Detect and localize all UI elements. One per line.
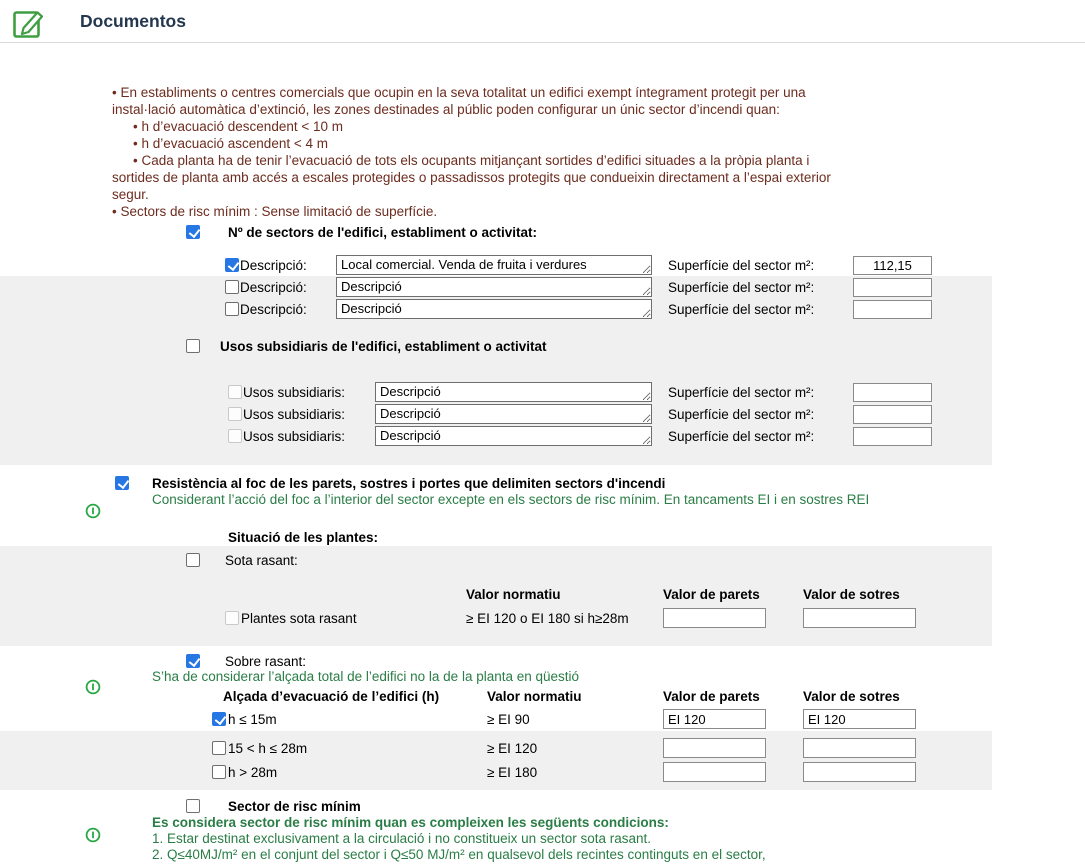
valor-parets-input[interactable] (663, 762, 766, 782)
sobre-table-headers (0, 689, 1085, 705)
intro-line: sortides de planta amb accés a escales protegides o passadissos protegits que condueixin directament a l’espai exterior (112, 170, 831, 185)
superficie-input[interactable] (853, 383, 932, 402)
risc-minim-condition: 1. Estar destinat exclusivament a la circulació i no constitueix un sector sota rasant. (152, 831, 651, 846)
intro-line: • En establiments o centres comercials que ocupin en la seva totalitat un edifici exempt íntegrament protegit per una (112, 85, 806, 100)
alcada-row-label: h ≤ 15m (228, 711, 277, 727)
usos-textarea[interactable] (375, 404, 652, 424)
sobre-rasant-section (0, 653, 1085, 731)
gray-band-sota-rasant (0, 546, 992, 646)
edit-pencil-icon (10, 5, 46, 41)
sectors-title: Nº de sectors de l'edifici, establiment o activitat: (228, 224, 537, 240)
usos-row-checkbox[interactable] (228, 385, 242, 399)
sobre-table-row (0, 707, 1085, 731)
valor-parets-input[interactable] (663, 608, 766, 628)
resistencia-title: Resistència al foc de les parets, sostres i portes que delimiten sectors d'incendi (152, 475, 666, 491)
valor-normatiu-value: ≥ EI 90 (487, 711, 530, 727)
alcada-row-label: 15 < h ≤ 28m (228, 740, 308, 756)
valor-normatiu-value: ≥ EI 120 o EI 180 si h≥28m (466, 610, 629, 626)
resistencia-checkbox[interactable] (115, 476, 129, 490)
description-textarea[interactable] (336, 277, 652, 297)
description-label: Descripció: (240, 279, 307, 295)
intro-line: • h d’evacuació ascendent < 4 m (133, 136, 328, 151)
gray-band-sectors (0, 276, 992, 465)
info-icon (85, 503, 101, 519)
superficie-label: Superfície del sector m²: (668, 406, 815, 422)
sector-description-row (0, 276, 992, 298)
superficie-label: Superfície del sector m²: (668, 257, 815, 273)
valor-parets-header: Valor de parets (663, 689, 760, 704)
risc-minim-header (0, 797, 1085, 815)
superficie-input[interactable] (853, 278, 932, 297)
description-row-checkbox[interactable] (225, 302, 239, 316)
valor-parets-input[interactable] (663, 709, 766, 729)
superficie-label: Superfície del sector m²: (668, 384, 815, 400)
intro-text (112, 84, 952, 220)
intro-line: • Sectors de risc mínim : Sense limitació de superfície. (112, 204, 438, 219)
gray-band-sobre-rasant (0, 731, 992, 790)
intro-line: segur. (112, 187, 149, 202)
alcada-header: Alçada d’evacuació de l’edifici (h) (223, 689, 440, 704)
usos-textarea[interactable] (375, 382, 652, 402)
info-icon (85, 679, 101, 695)
sobre-rasant-checkbox[interactable] (186, 654, 200, 668)
usos-row (0, 425, 992, 447)
usos-row-checkbox[interactable] (228, 407, 242, 421)
usos-row-checkbox[interactable] (228, 429, 242, 443)
description-row-checkbox[interactable] (225, 280, 239, 294)
usos-section-header (0, 337, 992, 355)
valor-sotres-input[interactable] (803, 762, 916, 782)
valor-sotres-input[interactable] (803, 709, 916, 729)
superficie-input[interactable] (853, 427, 932, 446)
valor-parets-header: Valor de parets (663, 587, 760, 602)
superficie-input[interactable] (853, 405, 932, 424)
sobre-rasant-header (0, 653, 1085, 669)
sobre-table-row (0, 760, 992, 784)
alcada-row-checkbox[interactable] (212, 741, 226, 755)
superficie-input[interactable] (853, 300, 932, 319)
sota-table-row (0, 606, 992, 630)
valor-normatiu-header: Valor normatiu (466, 587, 561, 602)
superficie-label: Superfície del sector m²: (668, 428, 815, 444)
page-title: Documentos (80, 11, 186, 31)
sector-description-row (0, 254, 1085, 276)
alcada-row-label: h > 28m (228, 764, 278, 780)
usos-textarea[interactable] (375, 426, 652, 446)
usos-label: Usos subsidiaris: (243, 384, 346, 400)
usos-label: Usos subsidiaris: (243, 428, 346, 444)
resistencia-section (0, 474, 1085, 546)
valor-normatiu-header: Valor normatiu (487, 689, 582, 704)
superficie-label: Superfície del sector m²: (668, 279, 815, 295)
description-label: Descripció: (240, 301, 307, 317)
description-row-checkbox[interactable] (225, 258, 239, 272)
intro-line: instal·lació automàtica d’extinció, les zones destinades al públic poden configurar un únic sector d’incendi quan: (112, 102, 780, 117)
valor-sotres-input[interactable] (803, 738, 916, 758)
alcada-row-checkbox[interactable] (212, 712, 226, 726)
plantes-sota-rasant-label: Plantes sota rasant (241, 610, 357, 626)
risc-minim-note-title: Es considera sector de risc mínim quan es compleixen les següents condicions: (152, 815, 669, 830)
risc-minim-title: Sector de risc mínim (228, 798, 361, 814)
valor-normatiu-value: ≥ EI 180 (487, 764, 538, 780)
sobre-rasant-label: Sobre rasant: (225, 653, 307, 669)
valor-normatiu-value: ≥ EI 120 (487, 740, 538, 756)
sobre-table-row (0, 736, 992, 760)
resistencia-note: Considerant l’acció del foc a l’interior del sector excepte en els sectors de risc mínim. En tancaments EI i en sostres REI (152, 492, 870, 507)
risc-minim-section (0, 797, 1085, 863)
description-textarea[interactable] (336, 299, 652, 319)
sectors-checkbox[interactable] (186, 225, 200, 239)
intro-line: • h d’evacuació descendent < 10 m (133, 119, 343, 134)
valor-sotres-header: Valor de sotres (803, 587, 900, 602)
sota-rasant-checkbox[interactable] (186, 553, 200, 567)
usos-title: Usos subsidiaris de l'edifici, establiment o activitat (220, 338, 547, 354)
situacio-title: Situació de les plantes: (228, 530, 379, 545)
usos-label: Usos subsidiaris: (243, 406, 346, 422)
valor-sotres-input[interactable] (803, 608, 916, 628)
sota-rasant-header (0, 552, 992, 568)
resistencia-header (0, 474, 1085, 492)
sectors-section-header (0, 223, 1085, 241)
sota-table-headers (0, 587, 992, 603)
sobre-rasant-note: S’ha de considerar l’alçada total de l’edifici no la de la planta en qüestió (152, 669, 580, 684)
sota-rasant-label: Sota rasant: (225, 552, 298, 568)
superficie-input[interactable] (853, 256, 932, 275)
valor-parets-input[interactable] (663, 738, 766, 758)
usos-row (0, 381, 992, 403)
description-label: Descripció: (240, 257, 307, 273)
sector-description-row (0, 298, 992, 320)
usos-checkbox[interactable] (186, 339, 200, 353)
risc-minim-checkbox[interactable] (186, 799, 200, 813)
alcada-row-checkbox[interactable] (212, 765, 226, 779)
description-textarea[interactable] (336, 255, 652, 275)
intro-line: • Cada planta ha de tenir l’evacuació de tots els ocupants mitjançant sortides d’edifici situades a la pròpia planta i (133, 153, 810, 168)
plantes-sota-rasant-checkbox[interactable] (225, 611, 239, 625)
valor-sotres-header: Valor de sotres (803, 689, 900, 704)
usos-row (0, 403, 992, 425)
page-header (0, 0, 1085, 43)
superficie-label: Superfície del sector m²: (668, 301, 815, 317)
risc-minim-condition: 2. Q≤40MJ/m² en el conjunt del sector i Q≤50 MJ/m² en qualsevol dels recintes continguts en el sector, (152, 847, 766, 862)
info-icon (85, 827, 101, 843)
